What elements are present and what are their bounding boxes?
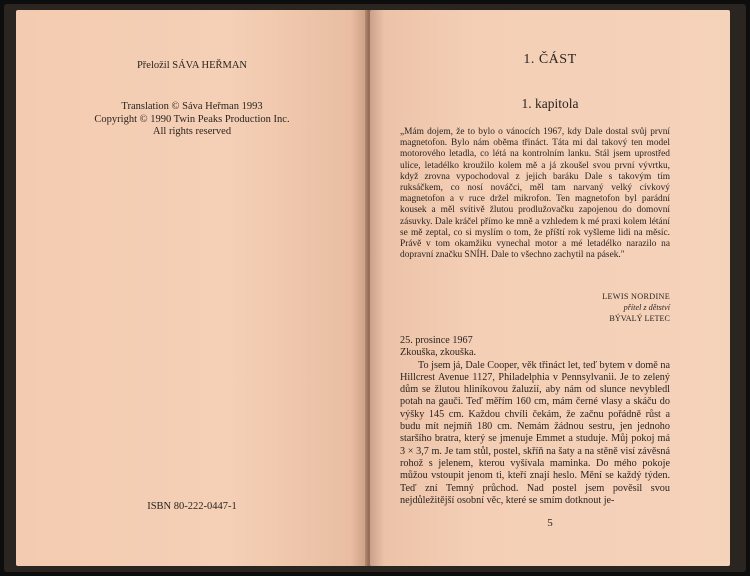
diary-body: To jsem já, Dale Cooper, věk třináct let, teď bytem v domě na Hillcrest Avenue 1127, Philadelphia v Pennsylvanii. Je to zelený dům se žlutou hliníkovou žaluzií, aby nám od slunce nevybledl potah na gauči. Teď měřím 160 cm, mám černé vlasy a skáču do výšky 145 cm. Každou chvíli čekám, že začnu pořádně růst a budu mít nejmíň 180 cm. Nemám žádnou sestru, jen jednoho staršího bratra, který se jmenuje Emmet a studuje. Můj pokoj má 3 × 3,7 m. Je tam stůl, postel, skříň na šaty a na stěně visí závěsná rohož s jelenem, kterou vyšívala maminka. Do mého pokoje můžou vstoupit jenom ti, kteří znají heslo. Mění se každý týden. Teď zní Temný průchod. Nad postel jsem pověsil svou nejdůležitější osobní věc, které se smím dotknout je-	[400, 359, 670, 506]
epigraph-signature	[560, 291, 670, 324]
translation-credit: Translation © Sáva Heřman 1993	[121, 101, 263, 112]
chapter-title: 1. kapitola	[521, 96, 579, 111]
signature-name: LEWIS NORDINE	[602, 292, 670, 301]
diary-entry	[400, 335, 670, 507]
epigraph: „Mám dojem, že to bylo o vánocích 1967, kdy Dale dostal svůj první magnetofon. Bylo nám oběma třináct. Táta mi dal takový ten model motorového letadla, co létá na kontrolním lanku. Stál jsem uprostřed ulice, letadélko kroužilo kolem mě a já zkoušel svou první vývrtku, když zrovna vypochodoval z jejich baráku Dale s takovým tím ruksáčkem, co nosí nováčci, měl tam narvaný velký cívkový magnetofon a v ruce držel mikrofon. Ten magnetofon byl parádní kousek a měl svítivě žlutou prodlužovačku zapojenou do domovní zásuvky. Dale kráčel přímo ke mně a vzhledem k mé praxi kolem létání se mě zeptal, co si myslím o tom, že příští rok vyšleme lidi na měsíc. Právě v tom okamžiku vynechal motor a mé letadélko narazilo na dopravní značku SNÍH. Dale to všechno zachytil na pásek."	[400, 127, 670, 261]
left-page	[16, 10, 368, 566]
rights-line: All rights reserved	[152, 126, 232, 137]
part-title: 1. ČÁST	[523, 52, 577, 67]
page-number: 5	[547, 517, 553, 529]
copyright-line: Copyright © 1990 Twin Peaks Production Inc.	[94, 113, 290, 125]
diary-first-line: Zkouška, zkouška.	[400, 347, 477, 359]
translator-credit: Přeložil SÁVA HEŘMAN	[136, 60, 248, 71]
copyright-block	[16, 101, 368, 139]
diary-date: 25. prosince 1967	[400, 335, 473, 346]
signature-title: BÝVALÝ LETEC	[609, 314, 670, 323]
signature-role: přítel z dětství	[623, 303, 670, 312]
isbn: ISBN 80-222-0447-1	[147, 501, 237, 512]
